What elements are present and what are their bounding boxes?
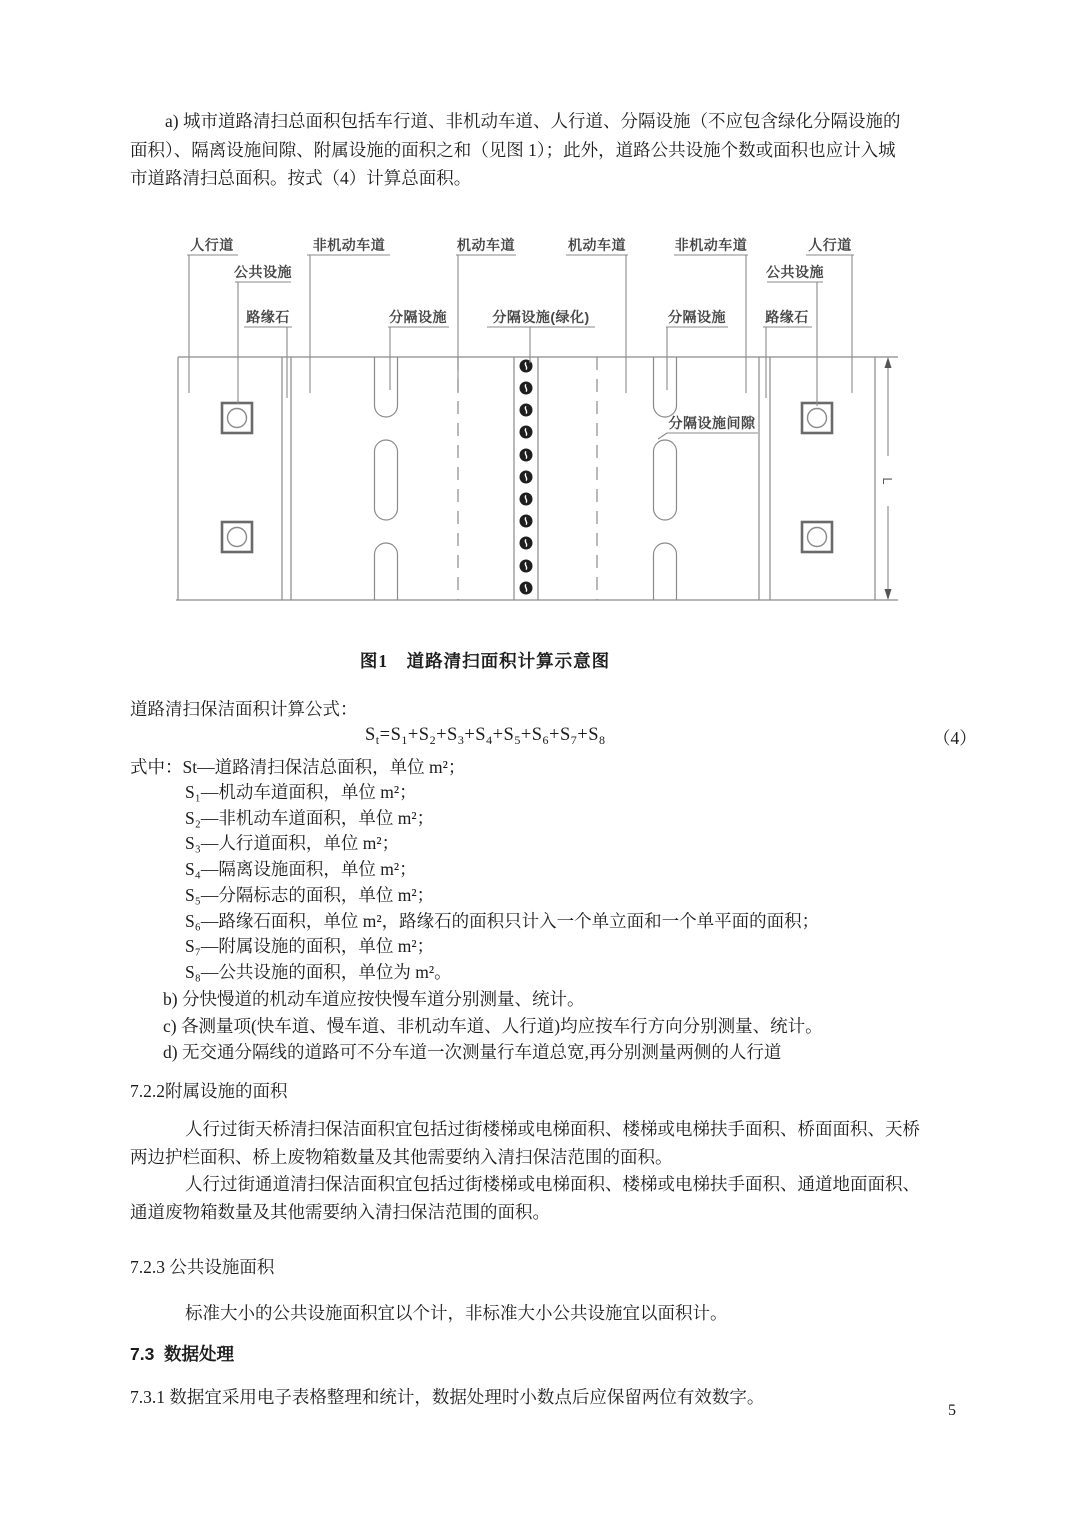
formula-equation: $S_t=S_1+S_2+S_3+S_4+S_5+S_6+S_7+S_8$ (365, 725, 606, 747)
bin-box (802, 522, 832, 552)
formula-row (130, 725, 980, 755)
bin-box (222, 403, 252, 433)
heading-7-2-2: 7.2.2附属设施的面积 (130, 1081, 288, 1101)
paragraph-line: 人行过街通道清扫保洁面积宜包括过街楼梯或电梯面积、楼梯或电梯扶手面积、通道地面面积、 (185, 1174, 920, 1194)
island-right-mid (654, 440, 677, 520)
label-divider-right: 分隔设施 (668, 309, 726, 325)
definition-line: S₇—附属设施的面积，单位 m²； (185, 936, 435, 957)
road-cross-section-diagram (150, 228, 925, 613)
paragraph-722-1 (130, 1116, 970, 1171)
paragraph-line: 人行过街天桥清扫保洁面积宜包括过街楼梯或电梯面积、楼梯或电梯扶手面积、桥面面积、天桥 (185, 1119, 920, 1139)
dimension-arrow-up (885, 357, 892, 368)
island-left-bottom (375, 543, 398, 600)
definition-line: S₈—公共设施的面积，单位为 m²。 (185, 961, 452, 982)
figure-caption: 图1 道路清扫面积计算示意图 (359, 651, 611, 671)
paragraph-731: 7.3.1 数据宜采用电子表格整理和统计，数据处理时小数点后应保留两位有效数字。 (130, 1387, 765, 1407)
island-right-top (654, 357, 677, 417)
label-divider-center: 分隔设施(绿化) (492, 309, 590, 325)
island-left-top (375, 357, 398, 417)
label-curb-left: 路缘石 (246, 309, 290, 325)
label-nonmotor-right: 非机动车道 (674, 237, 748, 253)
label-sidewalk-left: 人行道 (190, 237, 234, 253)
paragraph-a (130, 107, 960, 193)
paragraph-723: 标准大小的公共设施面积宜以个计，非标准大小公共设施宜以面积计。 (185, 1303, 728, 1323)
definition-line: S₃—人行道面积，单位 m²； (185, 833, 400, 854)
lettered-list (163, 986, 823, 1066)
label-public-left: 公共设施 (234, 264, 292, 280)
formula-number: （4） (933, 728, 977, 748)
label-divider-gap: 分隔设施间隙 (668, 415, 756, 431)
formula-where: 式中：St—道路清扫保洁总面积，单位 m²； (130, 757, 466, 777)
list-item-c: c) 各测量项(快车道、慢车道、非机动车道、人行道)均应按车行方向分别测量、统计。 (163, 1015, 823, 1036)
paragraph-a-line: 面积）、隔离设施间隙、附属设施的面积之和（见图 1）；此外，道路公共设施个数或面积也应计入城 (130, 139, 896, 160)
bin-box (802, 403, 832, 433)
bin-box (222, 522, 252, 552)
definition-line: S₄—隔离设施面积，单位 m²； (185, 859, 417, 880)
island-right-bottom (654, 543, 677, 600)
label-nonmotor-left: 非机动车道 (312, 237, 386, 253)
label-sidewalk-right: 人行道 (808, 237, 852, 253)
page-number: 5 (948, 1402, 956, 1419)
paragraph-722-2 (130, 1171, 970, 1226)
definition-line: S₁—机动车道面积，单位 m²； (185, 782, 417, 802)
label-motor-right: 机动车道 (568, 237, 626, 253)
definition-line: S₂—非机动车道面积，单位 m²； (185, 807, 435, 828)
list-item-d: d) 无交通分隔线的道路可不分车道一次测量行车道总宽,再分别测量两侧的人行道 (163, 1042, 782, 1062)
island-left-mid (375, 440, 398, 520)
label-motor-left: 机动车道 (457, 237, 515, 253)
label-curb-right: 路缘石 (765, 309, 809, 325)
paragraph-line: 两边护栏面积、桥上废物箱数量及其他需要纳入清扫保洁范围的面积。 (130, 1146, 673, 1167)
heading-7-3: 7.3 数据处理 (130, 1344, 235, 1364)
paragraph-line: 通道废物箱数量及其他需要纳入清扫保洁范围的面积。 (130, 1201, 550, 1222)
dimension-label: L (880, 477, 895, 485)
label-public-right: 公共设施 (766, 264, 824, 280)
formula-intro: 道路清扫保洁面积计算公式： (130, 699, 358, 719)
length-dimension (880, 357, 895, 600)
paragraph-a-line: a) 城市道路清扫总面积包括车行道、非机动车道、人行道、分隔设施（不应包含绿化分隔设施的 (165, 111, 901, 131)
definition-line: S₅—分隔标志的面积，单位 m²； (185, 884, 435, 905)
green-divider-trees (520, 360, 533, 595)
definition-line: S₆—路缘石面积，单位 m²，路缘石的面积只计入一个单立面和一个单平面的面积； (185, 910, 820, 931)
curb-right-lines (759, 357, 770, 600)
paragraph-a-line: 市道路清扫总面积。按式（4）计算总面积。 (130, 168, 472, 188)
dimension-arrow-down (885, 589, 892, 600)
label-divider-left: 分隔设施 (389, 309, 447, 325)
list-item-b: b) 分快慢道的机动车道应按快慢车道分别测量、统计。 (163, 989, 585, 1009)
heading-7-2-3: 7.2.3 公共设施面积 (130, 1257, 275, 1277)
symbol-definitions (185, 780, 819, 986)
